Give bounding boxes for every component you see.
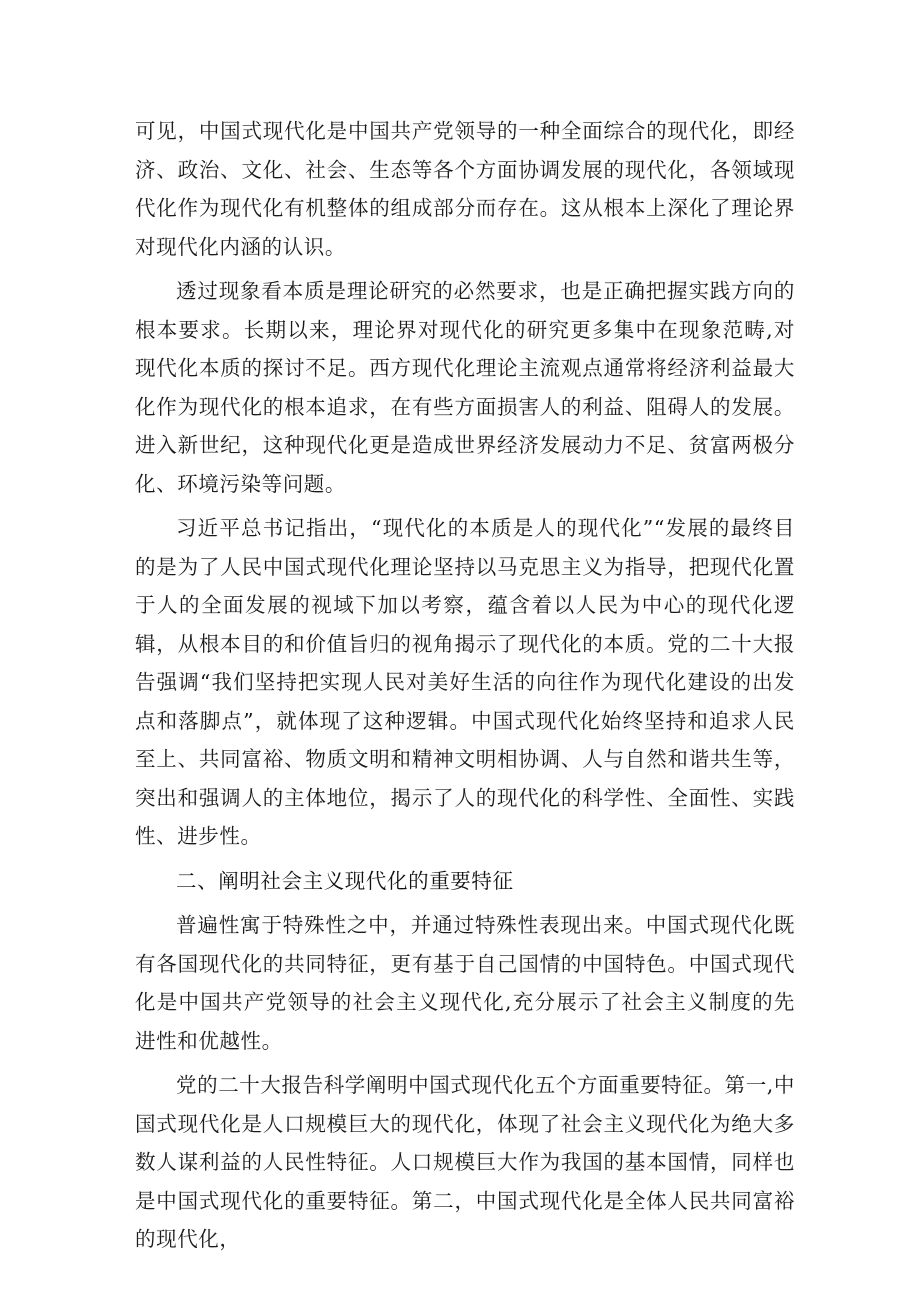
document-body (135, 112, 795, 1265)
paragraph-1: 可见，中国式现代化是中国共产党领导的一种全面综合的现代化，即经济、政治、文化、社会、生态等各个方面协调发展的现代化，各领域现代化作为现代化有机整体的组成部分而存在。这从根本上深化了理论界对现代化内涵的认识。 (135, 119, 795, 259)
paragraph-5: 党的二十大报告科学阐明中国式现代化五个方面重要特征。第一,中国式现代化是人口规模巨大的现代化，体现了社会主义现代化为绝大多数人谋利益的人民性特征。人口规模巨大作为我国的基本国情，同样也是中国式现代化的重要特征。第二，中国式现代化是全体人民共同富裕的现代化， (135, 1073, 796, 1251)
paragraph-4: 普遍性寓于特殊性之中，并通过特殊性表现出来。中国式现代化既有各国现代化的共同特征，更有基于自己国情的中国特色。中国式现代化是中国共产党领导的社会主义现代化,充分展示了社会主义制度的先进性和优越性。 (135, 913, 795, 1053)
section-heading: 二、阐明社会主义现代化的重要特征 (176, 868, 514, 893)
paragraph-2: 透过现象看本质是理论研究的必然要求，也是正确把握实践方向的根本要求。长期以来，理论界对现代化的研究更多集中在现象范畴,对现代化本质的探讨不足。西方现代化理论主流观点通常将经济利益最大化作为现代化的根本追求，在有些方面损害人的利益、阻碍人的发展。进入新世纪，这种现代化更是造成世界经济发展动力不足、贫富两极分化、环境污染等问题。 (135, 279, 795, 496)
paragraph-3: 习近平总书记指出，“现代化的本质是人的现代化”“发展的最终目的是为了人民中国式现代化理论坚持以马克思主义为指导，把现代化置于人的全面发展的视域下加以考察，蕴含着以人民为中心的现代化逻辑，从根本目的和价值旨归的视角揭示了现代化的本质。党的二十大报告强调“我们坚持把实现人民对美好生活的向往作为现代化建设的出发点和落脚点”，就体现了这种逻辑。中国式现代化始终坚持和追求人民至上、共同富裕、物质文明和精神文明相协调、人与自然和谐共生等，突出和强调人的主体地位，揭示了人的现代化的科学性、全面性、实践性、进步性。 (135, 516, 795, 848)
